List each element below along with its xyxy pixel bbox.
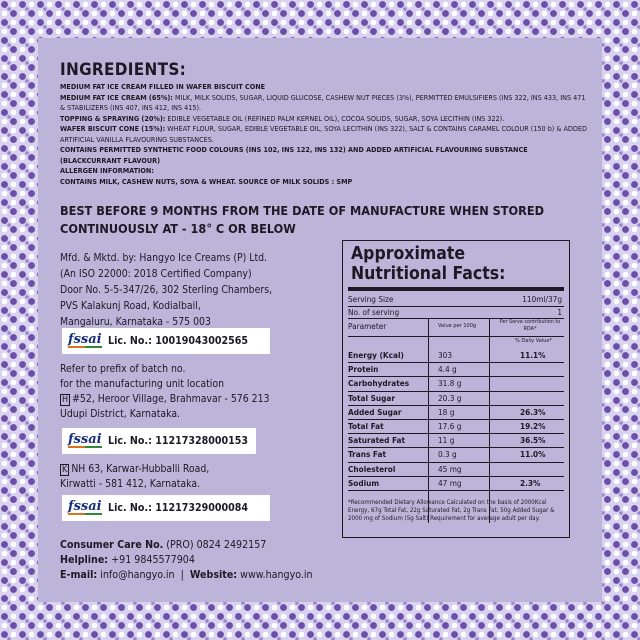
col-per100: Value per 100g (438, 323, 477, 329)
nutrient-value: 20.3 g (438, 392, 462, 403)
ingredients-line2-text: MILK, MILK SOLIDS, SUGAR, LIQUID GLUCOSE, CASHEW NUT PIECES (3%), PERMITTED EMULSIFIERS (INS 322, INS 433, INS 471 & STABILIZERS (INS 407, INS 412, INS 415). (60, 92, 586, 112)
nutrition-title-rule (348, 287, 564, 291)
nutrient-rda: 11.1% (520, 350, 546, 360)
manufacturer-line2: (An ISO 22000: 2018 Certified Company) (60, 268, 252, 280)
k-line1 (60, 462, 350, 477)
nutrient-row (348, 348, 564, 363)
nutrient-row (348, 447, 564, 462)
ingredients-list (60, 82, 590, 187)
website-label: Website: (189, 569, 238, 581)
helpline-label: Helpline: (60, 554, 109, 566)
email-label: E-mail: (60, 569, 98, 581)
column-divider (428, 318, 429, 523)
ingredients-line3-text: EDIBLE VEGETABLE OIL (REFINED PALM KERNEL OIL), COCOA SOLIDS, SUGAR, SOYA LECITHIN (INS 322). (165, 113, 505, 123)
fssai-logo-icon: fssai (68, 498, 102, 514)
ingredients-line2-label: MEDIUM FAT ICE CREAM (65%): (60, 92, 173, 102)
separator: | (180, 569, 184, 581)
serving-size-label: Serving Size (348, 294, 394, 304)
license-number-3: Lic. No.: 11217329000084 (108, 502, 249, 514)
nutrient-rda: 2.3% (520, 477, 541, 488)
nutrient-name: Sodium (348, 477, 380, 488)
allergen-title: ALLERGEN INFORMATION: (60, 166, 154, 175)
unit-k-address: NH 63, Karwar-Hubballi Road, (71, 463, 210, 475)
nutrient-rda: 19.2% (520, 421, 546, 431)
nutrient-row (348, 391, 564, 406)
helpline (60, 553, 380, 568)
nutrient-value: 0.3 g (438, 449, 457, 460)
fssai-logo-icon: fssai (68, 431, 102, 447)
daily-value-note: % Daily Value* (515, 338, 553, 344)
manufacturer-line4: PVS Kalakunj Road, Kodialbail, (60, 300, 201, 312)
column-divider (489, 318, 490, 523)
unit-h-address: #52, Heroor Village, Brahmavar - 576 213 (72, 393, 270, 405)
nutrition-facts-table (342, 240, 570, 538)
nutrient-value: 18 g (438, 406, 455, 417)
nutrient-row (348, 476, 564, 491)
helpline-number: +91 9845577904 (108, 554, 195, 566)
unit-k-letter: K (62, 465, 68, 475)
col-parameter: Parameter (348, 321, 387, 331)
nutrient-value: 45 mg (438, 463, 462, 474)
serving-size-value: 110ml/37g (522, 294, 562, 304)
manufacturer-line1: Mfd. & Mktd. by: Hangyo Ice Creams (P) Ltd. (60, 252, 268, 264)
manufacturer-line5: Mangaluru, Karnataka - 575 003 (60, 316, 211, 328)
nutrient-rda: 11.0% (520, 449, 546, 460)
nutrient-name: Cholesterol (348, 463, 396, 474)
unit-h-letter: H (62, 395, 69, 405)
nutrient-row (348, 419, 564, 434)
servings-label: No. of serving (348, 307, 400, 317)
nutrient-row (348, 376, 564, 391)
nutrient-row (348, 433, 564, 448)
nutrient-value: 11 g (438, 435, 455, 446)
nutrition-title (351, 244, 505, 284)
license-box-1 (62, 328, 270, 354)
nutrient-value: 17.6 g (438, 421, 462, 431)
ingredients-line4 (60, 124, 590, 145)
nutrient-value: 4.4 g (438, 364, 457, 375)
contact-block (60, 538, 380, 583)
nutrition-title-line2: Nutritional Facts: (351, 264, 506, 284)
nutrient-rda: 26.3% (520, 406, 546, 417)
license-box-2 (62, 428, 256, 454)
nutrient-name: Added Sugar (348, 406, 402, 417)
unit-k-block (60, 462, 350, 492)
ingredients-line2 (60, 93, 590, 114)
license-number-1: Lic. No.: 10019043002565 (108, 335, 249, 347)
col-perserve: Per Serve contribution to RDA* (499, 319, 561, 332)
label-panel (38, 38, 602, 602)
nutrient-name: Total Fat (348, 421, 384, 431)
nutrient-rda: 36.5% (520, 435, 546, 446)
email-value: info@hangyo.in (97, 569, 175, 581)
nutrient-row (348, 405, 564, 420)
k-line2: Kirwatti - 581 412, Karnataka. (60, 478, 201, 490)
website-value: www.hangyo.in (237, 569, 313, 581)
nutrient-row (348, 362, 564, 377)
nutrient-value: 31.8 g (438, 378, 462, 389)
nutrient-name: Carbohydrates (348, 378, 410, 389)
refer-line4: Udupi District, Karnataka. (60, 408, 181, 420)
unit-location-block (60, 362, 350, 422)
manufacturer-block (60, 250, 350, 330)
nutrient-row (348, 462, 564, 477)
manufacturer-line3: Door No. 5-5-347/26, 302 Sterling Chambers, (60, 284, 273, 296)
allergen-text: CONTAINS MILK, CASHEW NUTS, SOYA & WHEAT. SOURCE OF MILK SOLIDS : SMP (60, 176, 353, 186)
refer-line1: Refer to prefix of batch no. (60, 363, 186, 375)
consumer-care (60, 538, 380, 553)
ingredients-line5: CONTAINS PERMITTED SYNTHETIC FOOD COLOURS (INS 102, INS 122, INS 132) AND ADDED ARTIFICIAL FLAVOURING SUBSTANCE (BLACKCURRANT FLAVOUR) (60, 145, 528, 165)
ingredients-line4-label: WAFER BISCUIT CONE (15%): (60, 124, 166, 133)
nutrient-name: Total Sugar (348, 392, 396, 403)
best-before-notice: BEST BEFORE 9 MONTHS FROM THE DATE OF MANUFACTURE WHEN STORED CONTINUOUSLY AT - 18° C OR BELOW (60, 203, 545, 236)
servings-value: 1 (557, 307, 562, 317)
license-number-2: Lic. No.: 11217328000153 (108, 435, 249, 447)
ingredients-title: INGREDIENTS: (60, 60, 187, 80)
nutrient-name: Energy (Kcal) (348, 350, 404, 360)
nutrient-name: Trans Fat (348, 449, 386, 460)
ingredients-line1: MEDIUM FAT ICE CREAM FILLED IN WAFER BISCUIT CONE (60, 82, 266, 91)
serving-size-row (348, 293, 564, 307)
ingredients-line4-text: WHEAT FLOUR, SUGAR, EDIBLE VEGETABLE OIL, SOYA LECITHIN (INS 322), SALT & CONTAINS CARAMEL COLOUR (150 b) & ADDED ARTIFICIAL VANILLA FLAVOURING SUBSTANCES. (60, 124, 587, 144)
refer-line3 (60, 392, 350, 407)
refer-line2: for the manufacturing unit location (60, 378, 224, 390)
nutrition-title-line1: Approximate (351, 244, 466, 264)
nutrition-footnote: *Recommended Dietary Allowance Calculated on the basis of 2000Kcal Energy, 67g Total Fat, 22g Saturated Fat, 2g Trans Fat, 50g Added Sugar & 2000 mg of Sodium (5g Salt) Requirement for average adult per day. (348, 499, 555, 522)
ingredients-line3-label: TOPPING & SPRAYING (20%): (60, 113, 166, 123)
ingredients-line3 (60, 114, 590, 125)
care-label: Consumer Care No. (60, 539, 164, 551)
care-number: (PRO) 0824 2492157 (163, 539, 267, 551)
nutrient-name: Protein (348, 364, 379, 375)
nutrient-value: 47 mg (438, 477, 462, 488)
license-box-3 (62, 495, 270, 521)
header-row (348, 318, 564, 337)
fssai-logo-icon: fssai (68, 331, 102, 347)
email-website (60, 568, 380, 583)
nutrient-name: Saturated Fat (348, 435, 406, 446)
nutrient-value: 303 (438, 350, 453, 360)
